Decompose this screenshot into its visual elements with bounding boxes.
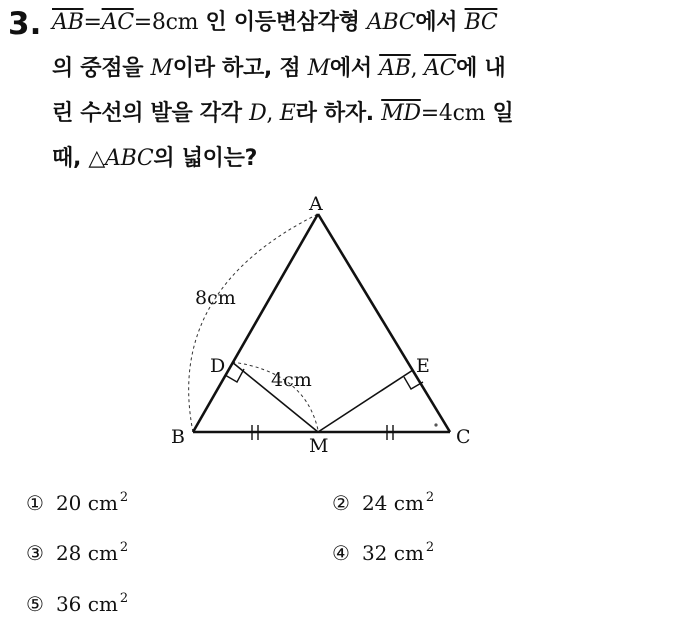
choice-2[interactable] [332, 490, 434, 515]
choice-unit: cm [393, 491, 424, 515]
label-c: C [456, 426, 471, 448]
choice-unit: cm [87, 491, 118, 515]
triangle-name: ABC [105, 146, 154, 171]
choice-5[interactable] [26, 591, 128, 616]
point-m: M [150, 56, 173, 81]
choice-4[interactable] [332, 540, 434, 565]
triangle-name: ABC [366, 10, 416, 35]
comma: , [410, 56, 425, 81]
label-a: A [309, 193, 323, 215]
choice-3[interactable] [26, 540, 128, 565]
question-text: 의 중점을 [52, 56, 151, 81]
side-ac [318, 214, 450, 432]
point-d: D [249, 101, 267, 126]
label-m: M [309, 435, 329, 457]
length-value: 4cm [438, 101, 486, 126]
equals-sign: = [420, 101, 439, 126]
choice-1[interactable] [26, 490, 128, 515]
segment-ab: $\overline{AB}$ [379, 56, 411, 81]
choice-unit: cm [393, 541, 424, 565]
segment-ac: $\overline{AC}$ [101, 10, 134, 35]
equals-sign: = [133, 10, 152, 35]
equals-sign: = [83, 10, 102, 35]
label-length-ab: 8cm [195, 287, 236, 309]
label-d: D [210, 355, 226, 377]
choice-exponent: 2 [119, 490, 129, 505]
choice-number: ③ [26, 541, 44, 565]
question-text: 일 [485, 101, 514, 126]
question-text: 라 하자. [295, 101, 382, 126]
segment-me-line [318, 370, 413, 432]
label-length-md: 4cm [271, 369, 312, 391]
side-ab [193, 214, 318, 432]
question-text: 때, [52, 146, 89, 171]
choice-number: ② [332, 491, 350, 515]
choice-number: ⑤ [26, 592, 44, 616]
question-text: 에 내 [456, 56, 506, 81]
choice-value: 28 [55, 541, 82, 565]
question-text: 에서 [329, 56, 380, 81]
segment-md: $\overline{MD}$ [381, 101, 421, 126]
choice-value: 36 [55, 592, 82, 616]
question-text: 린 수선의 발을 각각 [52, 101, 250, 126]
question-text: 이라 하고, 점 [172, 56, 308, 81]
question-text: 인 이등변삼각형 [198, 10, 367, 35]
question-number: 3. [8, 6, 42, 42]
choice-number: ① [26, 491, 44, 515]
point-m: M [307, 56, 330, 81]
question-text: 의 넓이는? [153, 146, 258, 171]
choice-unit: cm [87, 592, 118, 616]
choice-unit: cm [87, 541, 118, 565]
choice-value: 20 [55, 491, 82, 515]
choice-exponent: 2 [425, 490, 435, 505]
choice-exponent: 2 [425, 540, 435, 555]
label-e: E [416, 355, 430, 377]
segment-ac: $\overline{AC}$ [424, 56, 457, 81]
point-e: E [279, 101, 296, 126]
choice-exponent: 2 [119, 591, 129, 606]
angle-mark-c [434, 423, 437, 426]
question-text: 에서 [415, 10, 465, 35]
choice-value: 32 [361, 541, 388, 565]
label-b: B [171, 426, 185, 448]
segment-ab: $\overline{AB}$ [52, 10, 84, 35]
comma: , [266, 101, 280, 126]
choice-exponent: 2 [119, 540, 129, 555]
choice-number: ④ [332, 541, 350, 565]
length-value: 8cm [151, 10, 199, 35]
choice-value: 24 [361, 491, 388, 515]
segment-bc: $\overline{BC}$ [464, 10, 498, 35]
triangle-symbol: △ [88, 146, 105, 171]
right-angle-mark-e [404, 377, 423, 389]
